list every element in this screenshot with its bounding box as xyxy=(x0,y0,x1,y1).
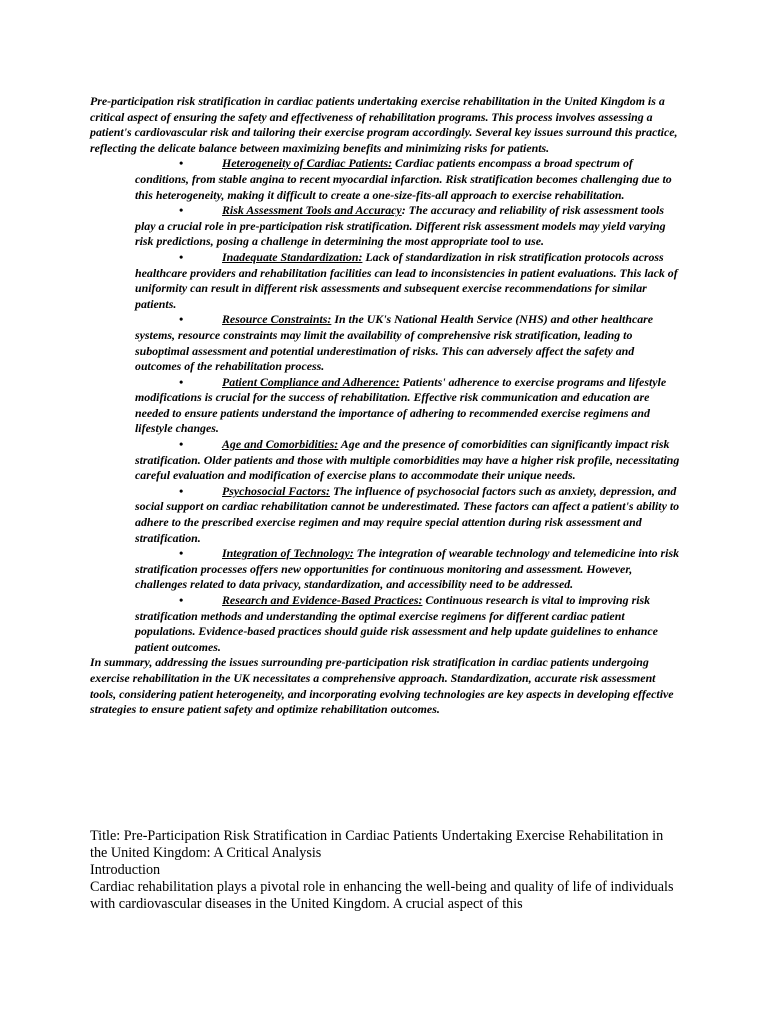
list-item xyxy=(90,375,682,437)
bullet-icon: • xyxy=(179,312,184,327)
bullet-icon: • xyxy=(179,203,184,218)
bullet-heading: Psychosocial Factors: xyxy=(222,483,330,498)
bullet-heading: Heterogeneity of Cardiac Patients: xyxy=(222,156,393,171)
bullet-icon: • xyxy=(179,374,184,389)
intro-paragraph: Pre-participation risk stratification in cardiac patients undertaking exercise rehabilitation in the United Kingdom is a critical aspect of ensuring the safety and effectiveness of rehabilitation programs. This process involves assessing a patient's cardiovascular risk and tailoring their exercise program accordingly. Several key issues surround this practice, reflecting the delicate balance between maximizing benefits and minimizing risks for patients. xyxy=(90,94,678,155)
bullet-text: The integration of wearable technology and telemedicine into risk stratification processes offers new opportunities for continuous monitoring and assessment. However, challenges related to data privacy, standardization, and accessibility need to be addressed. xyxy=(135,546,680,592)
issues-list xyxy=(90,156,682,655)
list-item xyxy=(90,593,682,655)
bullet-icon: • xyxy=(179,546,184,561)
bullet-icon: • xyxy=(179,593,184,607)
list-item xyxy=(90,250,682,312)
bullet-heading: Age and Comorbidities: xyxy=(222,437,339,452)
list-item xyxy=(90,203,682,250)
summary-paragraph: In summary, addressing the issues surrounding pre-participation risk stratification in cardiac patients undergoing exercise rehabilitation in the UK necessitates a comprehensive approach. Standardization, accurate risk assessment tools, considering patient heterogeneity, and incorporating evolving technologies are key aspects in developing effective strategies to ensure patient safety and optimize rehabilitation outcomes. xyxy=(90,655,674,717)
bullet-icon: • xyxy=(179,483,184,498)
bullet-heading: Patient Compliance and Adherence: xyxy=(222,374,400,389)
bullet-text: Continuous research is vital to improving risk stratification methods and understanding the optimal exercise regimens for different cardiac patient populations. Evidence-based practices should guide risk assessment and help update guidelines to enhance patient outcomes. xyxy=(135,593,658,654)
bullet-text: Cardiac patients encompass a broad spectrum of conditions, from stable angina to recent myocardial infarction. Risk stratification becomes challenging due to this heterogeneity, making it difficult to create a one-size-fits-all approach to exercise rehabilitation. xyxy=(135,156,672,202)
bullet-text: The influence of psychosocial factors such as anxiety, depression, and social support on cardiac rehabilitation cannot be underestimated. These factors can affect a patient's ability to adhere to the prescribed exercise regimen and may require special attention during risk assessment and stratification. xyxy=(135,483,680,545)
bullet-heading: Inadequate Standardization: xyxy=(222,249,363,264)
bullet-heading: Risk Assessment Tools and Accuracy xyxy=(222,203,402,218)
bullet-icon: • xyxy=(179,249,184,264)
bullet-text: Lack of standardization in risk stratification protocols across healthcare providers and rehabilitation facilities can lead to inconsistencies in patient evaluations. This lack of uniformity can result in different risk assessments and subsequent exercise recommendations for similar patients. xyxy=(135,249,678,311)
list-item xyxy=(90,156,682,203)
bullet-text: : The accuracy and reliability of risk assessment tools play a crucial role in pre-participation risk stratification. Different risk assessment models may yield varying risk predictions, posing a challenge in determining the most appropriate tool to use. xyxy=(135,203,666,249)
list-item xyxy=(90,546,682,593)
bullet-heading: Integration of Technology: xyxy=(222,546,354,561)
list-item xyxy=(90,437,682,484)
list-item xyxy=(90,312,682,374)
bullet-heading: Resource Constraints: xyxy=(222,312,332,327)
bullet-text: Patients' adherence to exercise programs and lifestyle modifications is crucial for the success of rehabilitation. Effective risk communication and education are needed to ensure patients understand the importance of adhering to recommended exercise regimens and lifestyle changes. xyxy=(135,374,667,436)
introduction-heading: Introduction xyxy=(90,862,161,878)
essay-block xyxy=(90,828,680,913)
introduction-text: Cardiac rehabilitation plays a pivotal role in enhancing the well-being and quality of life of individuals with cardiovascular diseases in the United Kingdom. A crucial aspect of this xyxy=(90,879,674,912)
bullet-text: Age and the presence of comorbidities can significantly impact risk stratification. Older patients and those with multiple comorbidities may have a higher risk profile, necessitating careful evaluation and modification of exercise plans to accommodate their unique needs. xyxy=(135,437,680,483)
title-line: Title: Pre-Participation Risk Stratification in Cardiac Patients Undertaking Exercise Rehabilitation in the United Kingdom: A Critical Analysis xyxy=(90,828,664,861)
bullet-text: In the UK's National Health Service (NHS) and other healthcare systems, resource constraints may limit the availability of comprehensive risk stratification, leading to suboptimal assessment and potential underestimation of risks. This can adversely affect the safety and outcomes of the rehabilitation process. xyxy=(135,312,654,374)
bullet-heading: Research and Evidence-Based Practices: xyxy=(222,593,423,607)
ai-response-block xyxy=(90,94,682,718)
list-item xyxy=(90,484,682,546)
bullet-icon: • xyxy=(179,437,184,452)
bullet-icon: • xyxy=(179,156,184,171)
